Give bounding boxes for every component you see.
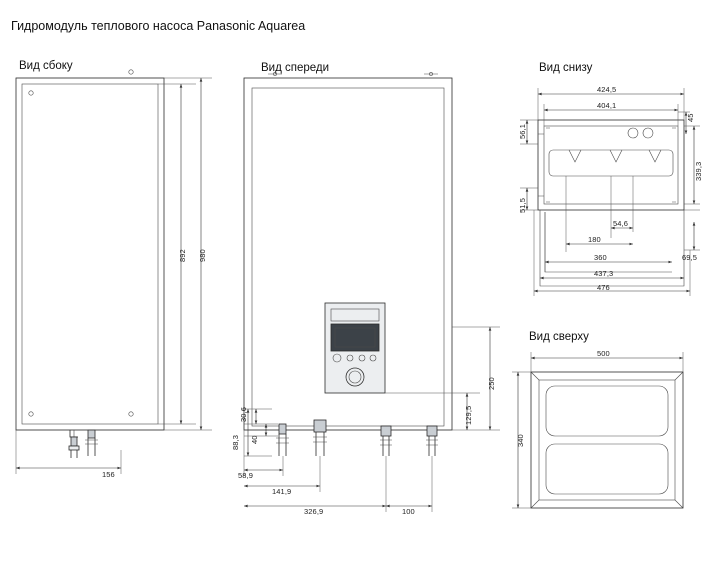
dim-bottom-56-1: 56,1 bbox=[518, 124, 527, 139]
dim-front-88-3: 88,3 bbox=[231, 435, 240, 450]
front-view-drawing bbox=[244, 72, 500, 512]
dim-bottom-424-5: 424,5 bbox=[597, 85, 617, 94]
top-view-drawing bbox=[512, 352, 683, 508]
dim-bottom-476: 476 bbox=[597, 283, 610, 292]
dim-bottom-437-3: 437,3 bbox=[594, 269, 614, 278]
side-view-drawing bbox=[16, 70, 212, 474]
bottom-view-drawing bbox=[520, 88, 700, 296]
dim-front-141-9: 141,9 bbox=[272, 487, 292, 496]
dim-bottom-180: 180 bbox=[588, 235, 601, 244]
dim-top-500: 500 bbox=[597, 349, 610, 358]
dim-front-250: 250 bbox=[487, 377, 496, 390]
dim-bottom-45: 45 bbox=[686, 113, 695, 122]
dim-bottom-404-1: 404,1 bbox=[597, 101, 617, 110]
view-title-top: Вид сверху bbox=[529, 331, 589, 343]
dim-bottom-54-6: 54,6 bbox=[613, 219, 628, 228]
dim-top-340: 340 bbox=[516, 434, 525, 447]
dim-front-40: 40 bbox=[250, 435, 259, 444]
dim-bottom-339-3: 339,3 bbox=[694, 161, 703, 181]
dim-front-326-9: 326,9 bbox=[304, 507, 324, 516]
dim-bottom-360: 360 bbox=[594, 253, 607, 262]
dim-bottom-51-5: 51,5 bbox=[518, 198, 527, 213]
dim-bottom-69-5: 69,5 bbox=[682, 253, 697, 262]
page-title: Гидромодуль теплового насоса Panasonic Aquarea bbox=[11, 19, 306, 33]
dim-side-980: 980 bbox=[198, 249, 207, 262]
dim-side-156: 156 bbox=[102, 470, 115, 479]
view-title-bottom: Вид снизу bbox=[539, 62, 593, 74]
dim-front-58-9: 58,9 bbox=[238, 471, 253, 480]
dim-front-129-5: 129,5 bbox=[464, 405, 473, 425]
view-title-side: Вид сбоку bbox=[19, 60, 73, 72]
dim-side-892: 892 bbox=[178, 249, 187, 262]
view-title-front: Вид спереди bbox=[261, 62, 330, 74]
dim-front-30-6: 30,6 bbox=[239, 407, 248, 422]
dim-front-100: 100 bbox=[402, 507, 415, 516]
